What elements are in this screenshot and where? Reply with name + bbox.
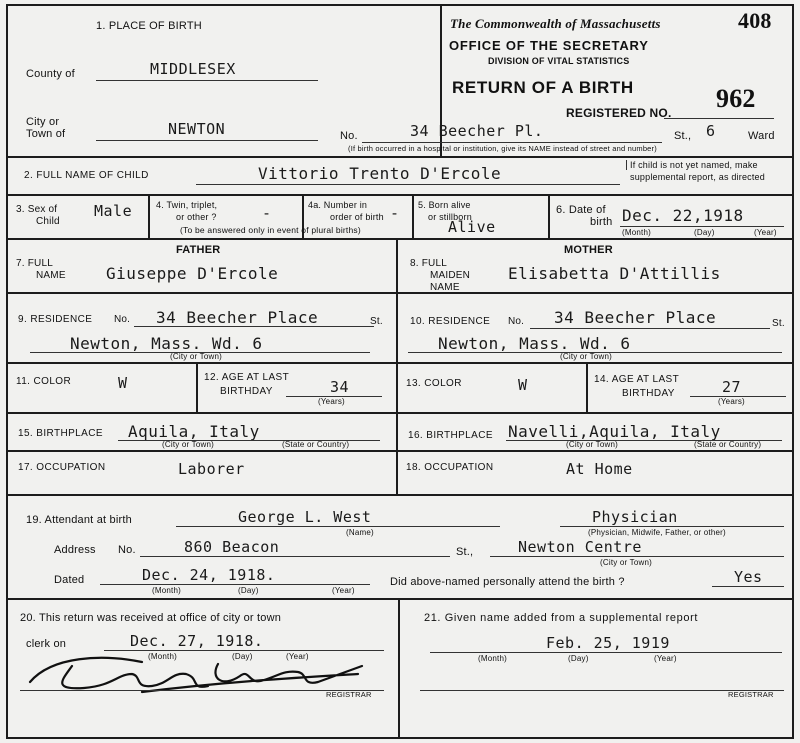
city-label-1: City or xyxy=(26,116,60,128)
division-title: DIVISION OF VITAL STATISTICS xyxy=(488,56,630,66)
attend-answer: Yes xyxy=(734,568,763,586)
twin-label-2: or other ? xyxy=(176,212,217,222)
alive-label-1: 5. Born alive xyxy=(418,200,471,210)
ward-value: 6 xyxy=(706,122,716,140)
address-city-value: Newton Centre xyxy=(518,538,642,556)
county-label: County of xyxy=(26,68,75,80)
date-label-1: 6. Date of xyxy=(556,204,606,216)
mother-name-label-3: NAME xyxy=(430,282,460,293)
attend-answer-line xyxy=(712,586,784,587)
county-line xyxy=(96,80,318,81)
supplemental-year-caption: (Year) xyxy=(654,654,677,663)
city-label-2: Town of xyxy=(26,128,66,140)
father-color-label: 11. COLOR xyxy=(16,376,72,387)
divider-order xyxy=(412,194,414,238)
twin-value: - xyxy=(262,204,272,222)
mother-color-label: 13. COLOR xyxy=(406,378,462,389)
mother-name-value: Elisabetta D'Attillis xyxy=(508,264,721,283)
father-color-divider xyxy=(196,362,198,412)
rule-2 xyxy=(6,194,794,196)
mother-occupation-label: 18. OCCUPATION xyxy=(406,462,494,473)
attend-question: Did above-named personally attend the birth ? xyxy=(390,576,625,588)
child-name-label: 2. FULL NAME OF CHILD xyxy=(24,170,149,181)
attendant-name-line xyxy=(176,526,500,527)
attendant-role-caption: (Physician, Midwife, Father, or other) xyxy=(588,528,726,537)
father-bp-city-caption: (City or Town) xyxy=(162,440,214,449)
dated-year-caption: (Year) xyxy=(332,586,355,595)
birth-date-line xyxy=(620,226,784,227)
mother-age-label-1: 14. AGE AT LAST xyxy=(594,374,680,385)
mother-res-city-caption: (City or Town) xyxy=(560,352,612,361)
county-value: MIDDLESEX xyxy=(150,60,236,78)
address-street-line xyxy=(140,556,450,557)
address-label: Address xyxy=(54,544,96,556)
mother-name-label-2: MAIDEN xyxy=(430,270,471,281)
father-occupation-value: Laborer xyxy=(178,460,245,478)
father-res-street-line xyxy=(134,326,374,327)
ward-label: Ward xyxy=(748,130,775,142)
dated-line xyxy=(100,584,370,585)
mother-bp-state-caption: (State or Country) xyxy=(694,440,762,449)
rule-7 xyxy=(6,450,794,452)
father-name-label-1: 7. FULL xyxy=(16,258,53,269)
dated-label: Dated xyxy=(54,574,85,586)
mother-res-street-line xyxy=(530,328,770,329)
frame-bottom xyxy=(6,737,794,739)
father-occupation-label: 17. OCCUPATION xyxy=(18,462,106,473)
state-name: The Commonwealth of Massachusetts xyxy=(450,16,661,31)
receipt-month-caption: (Month) xyxy=(148,652,177,661)
father-residence-label: 9. RESIDENCE xyxy=(18,314,93,325)
sex-label-1: 3. Sex of xyxy=(16,204,58,215)
receipt-year-caption: (Year) xyxy=(286,652,309,661)
twin-label-1: 4. Twin, triplet, xyxy=(156,200,218,210)
receipt-text-2: clerk on xyxy=(26,638,67,650)
mother-age-label-2: BIRTHDAY xyxy=(622,388,675,399)
father-age-label-2: BIRTHDAY xyxy=(220,386,273,397)
office-title: OFFICE OF THE SECRETARY xyxy=(449,38,649,53)
rule-3 xyxy=(6,238,794,240)
father-birthplace-value: Aquila, Italy xyxy=(128,422,260,441)
st-label: St., xyxy=(674,130,692,142)
birth-month-caption: (Month) xyxy=(622,228,651,237)
registered-number: 962 xyxy=(716,84,756,113)
attendant-name-caption: (Name) xyxy=(346,528,374,537)
supplemental-date-value: Feb. 25, 1919 xyxy=(546,634,670,652)
address-city-line xyxy=(490,556,784,557)
mother-birthplace-label: 16. BIRTHPLACE xyxy=(408,430,493,441)
registrar-signature xyxy=(22,652,372,698)
attendant-label: 19. Attendant at birth xyxy=(26,514,132,526)
street-line xyxy=(362,142,662,143)
alive-label-2: or stillborn xyxy=(428,212,472,222)
child-name-line xyxy=(196,184,620,185)
mother-heading: MOTHER xyxy=(564,244,613,256)
attendant-name-value: George L. West xyxy=(238,508,372,526)
city-value: NEWTON xyxy=(168,120,226,138)
father-res-no-label: No. xyxy=(114,314,131,325)
city-line xyxy=(96,140,318,141)
address-no-label: No. xyxy=(118,544,136,556)
registered-line xyxy=(664,118,774,119)
mother-color-divider xyxy=(586,362,588,412)
mother-name-label-1: 8. FULL xyxy=(410,258,447,269)
address-street-value: 860 Beacon xyxy=(184,538,280,556)
form-title: RETURN OF A BIRTH xyxy=(452,78,634,97)
father-color-value: W xyxy=(118,374,128,392)
registrar-label-left: REGISTRAR xyxy=(326,690,372,699)
supplemental-text: 21. Given name added from a supplemental report xyxy=(424,612,699,624)
supplemental-day-caption: (Day) xyxy=(568,654,589,663)
mother-residence-label: 10. RESIDENCE xyxy=(410,316,491,327)
mother-res-st-label: St. xyxy=(772,318,785,329)
attendant-role-value: Physician xyxy=(592,508,678,526)
mother-res-street-value: 34 Beecher Place xyxy=(554,308,717,327)
mother-years-caption: (Years) xyxy=(718,397,745,406)
mother-birthplace-value: Navelli,Aquila, Italy xyxy=(508,422,721,441)
date-label-2: birth xyxy=(590,216,613,228)
street-value: 34 Beecher Pl. xyxy=(410,122,544,140)
divider-sex xyxy=(148,194,150,238)
frame-left xyxy=(6,4,8,739)
divider-alive xyxy=(548,194,550,238)
mother-color-value: W xyxy=(518,376,528,394)
sex-value: Male xyxy=(94,202,133,220)
place-of-birth-title: 1. PLACE OF BIRTH xyxy=(96,20,202,32)
rule-8 xyxy=(6,494,794,496)
registrar-label-right: REGISTRAR xyxy=(728,690,774,699)
dated-value: Dec. 24, 1918. xyxy=(142,566,276,584)
father-heading: FATHER xyxy=(176,244,221,256)
rule-6 xyxy=(6,412,794,414)
supplemental-month-caption: (Month) xyxy=(478,654,507,663)
receipt-divider xyxy=(398,598,400,737)
mother-res-city-value: Newton, Mass. Wd. 6 xyxy=(438,334,631,353)
mother-bp-city-caption: (City or Town) xyxy=(566,440,618,449)
frame-top xyxy=(6,4,794,6)
order-label-2: order of birth xyxy=(330,212,384,222)
order-value: - xyxy=(390,204,400,222)
father-age-value: 34 xyxy=(330,378,350,396)
name-note-1: If child is not yet named, make xyxy=(626,160,758,170)
father-years-caption: (Years) xyxy=(318,397,345,406)
father-age-label-1: 12. AGE AT LAST xyxy=(204,372,290,383)
frame-right xyxy=(792,4,794,739)
receipt-text-1: 20. This return was received at office of city or town xyxy=(20,612,282,624)
rule-4 xyxy=(6,292,794,294)
receipt-day-caption: (Day) xyxy=(232,652,253,661)
child-name-value: Vittorio Trento D'Ercole xyxy=(258,164,502,183)
rule-1 xyxy=(6,156,794,158)
receipt-date-value: Dec. 27, 1918. xyxy=(130,632,264,650)
father-res-city-value: Newton, Mass. Wd. 6 xyxy=(70,334,263,353)
father-birthplace-label: 15. BIRTHPLACE xyxy=(18,428,103,439)
mother-age-value: 27 xyxy=(722,378,742,396)
dated-day-caption: (Day) xyxy=(238,586,259,595)
alive-value: Alive xyxy=(448,218,496,236)
address-st-label: St., xyxy=(456,546,474,558)
birth-date-value: Dec. 22,1918 xyxy=(622,206,744,225)
hospital-note: (If birth occurred in a hospital or institution, give its NAME instead of street and number) xyxy=(348,144,657,153)
page-number: 408 xyxy=(738,8,772,33)
father-name-value: Giuseppe D'Ercole xyxy=(106,264,279,283)
mother-res-no-label: No. xyxy=(508,316,525,327)
rule-9 xyxy=(6,598,794,600)
receipt-date-line xyxy=(104,650,384,651)
supplemental-date-line xyxy=(430,652,782,653)
father-res-st-label: St. xyxy=(370,316,383,327)
registered-label: REGISTERED NO. xyxy=(566,106,672,120)
parents-divider xyxy=(396,238,398,494)
father-bp-state-caption: (State or Country) xyxy=(282,440,350,449)
rule-5 xyxy=(6,362,794,364)
mother-occupation-value: At Home xyxy=(566,460,633,478)
sex-label-2: Child xyxy=(36,216,60,227)
birth-year-caption: (Year) xyxy=(754,228,777,237)
address-city-caption: (City or Town) xyxy=(600,558,652,567)
father-res-street-value: 34 Beecher Place xyxy=(156,308,319,327)
name-note-2: supplemental report, as directed xyxy=(630,172,765,182)
father-name-label-2: NAME xyxy=(36,270,66,281)
dated-month-caption: (Month) xyxy=(152,586,181,595)
attendant-role-line xyxy=(560,526,784,527)
plural-note: (To be answered only in event of plural births) xyxy=(180,225,361,235)
birth-day-caption: (Day) xyxy=(694,228,715,237)
street-no-label: No. xyxy=(340,130,358,142)
order-label-1: 4a. Number in xyxy=(308,200,368,210)
father-res-city-caption: (City or Town) xyxy=(170,352,222,361)
